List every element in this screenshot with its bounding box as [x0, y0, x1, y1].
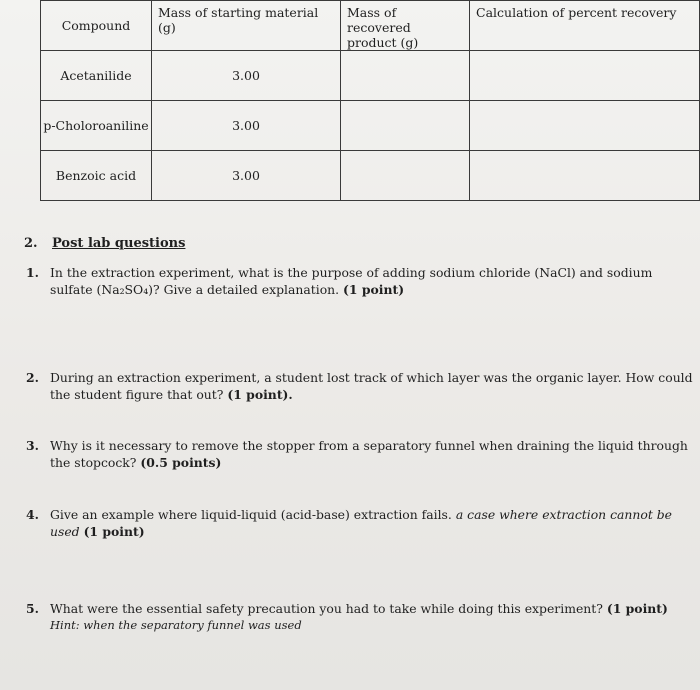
percent-recovery-cell[interactable]: [470, 101, 700, 151]
percent-recovery-header: Calculation of percent recovery: [470, 1, 700, 51]
question-points: (1 point): [606, 601, 668, 616]
table-row: [41, 101, 700, 151]
results-table: [40, 0, 700, 201]
percent-recovery-cell[interactable]: [470, 151, 700, 201]
question-text: [50, 600, 696, 634]
compound-header: Compound: [41, 1, 152, 51]
question-hint: Hint: when the separatory funnel was used: [50, 618, 302, 632]
starting-mass-header: Mass of starting material (g): [152, 1, 341, 51]
recovered-mass-cell[interactable]: [341, 51, 470, 101]
question-points: (1 point): [343, 282, 405, 297]
section-title: Post lab questions: [52, 236, 186, 251]
question-points: (0.5 points): [140, 455, 222, 470]
question-body: Give an example where liquid-liquid (acid-base) extraction fails.: [50, 507, 452, 522]
question-text: [50, 506, 696, 540]
question-body: Why is it necessary to remove the stopper from a separatory funnel when draining the liquid through the stopcock?: [50, 438, 688, 470]
question-number: 4.: [26, 507, 39, 522]
recovered-mass-cell[interactable]: [341, 101, 470, 151]
table-header-row: [41, 1, 700, 51]
compound-cell: p-Choloroaniline: [41, 101, 152, 151]
recovered-mass-cell[interactable]: [341, 151, 470, 201]
question-number: 1.: [26, 265, 39, 280]
starting-mass-cell: 3.00: [152, 101, 341, 151]
question-text: [50, 369, 696, 403]
recovered-mass-header: Mass of recovered product (g): [341, 1, 470, 51]
question-italic-note: a case where extraction cannot be used: [50, 507, 673, 539]
percent-recovery-cell[interactable]: [470, 51, 700, 101]
question-body: What were the essential safety precaution you had to take while doing this experiment?: [50, 601, 603, 616]
starting-mass-cell: 3.00: [152, 51, 341, 101]
question-body: During an extraction experiment, a student lost track of which layer was the organic layer. How could the student figure that out?: [50, 370, 693, 402]
question-text: [50, 437, 696, 471]
starting-mass-cell: 3.00: [152, 151, 341, 201]
question-body: In the extraction experiment, what is the purpose of adding sodium chloride (NaCl) and sodium sulfate (Na₂SO₄)? Give a detailed explanation.: [50, 265, 653, 297]
table-row: [41, 51, 700, 101]
question-number: 3.: [26, 438, 39, 453]
compound-cell: Benzoic acid: [41, 151, 152, 201]
compound-cell: Acetanilide: [41, 51, 152, 101]
question-number: 2.: [26, 370, 39, 385]
question-points: (1 point).: [227, 387, 293, 402]
question-text: [50, 264, 696, 298]
question-points: (1 point): [83, 524, 145, 539]
question-number: 5.: [26, 601, 39, 616]
table-row: [41, 151, 700, 201]
section-number: 2.: [24, 236, 38, 251]
